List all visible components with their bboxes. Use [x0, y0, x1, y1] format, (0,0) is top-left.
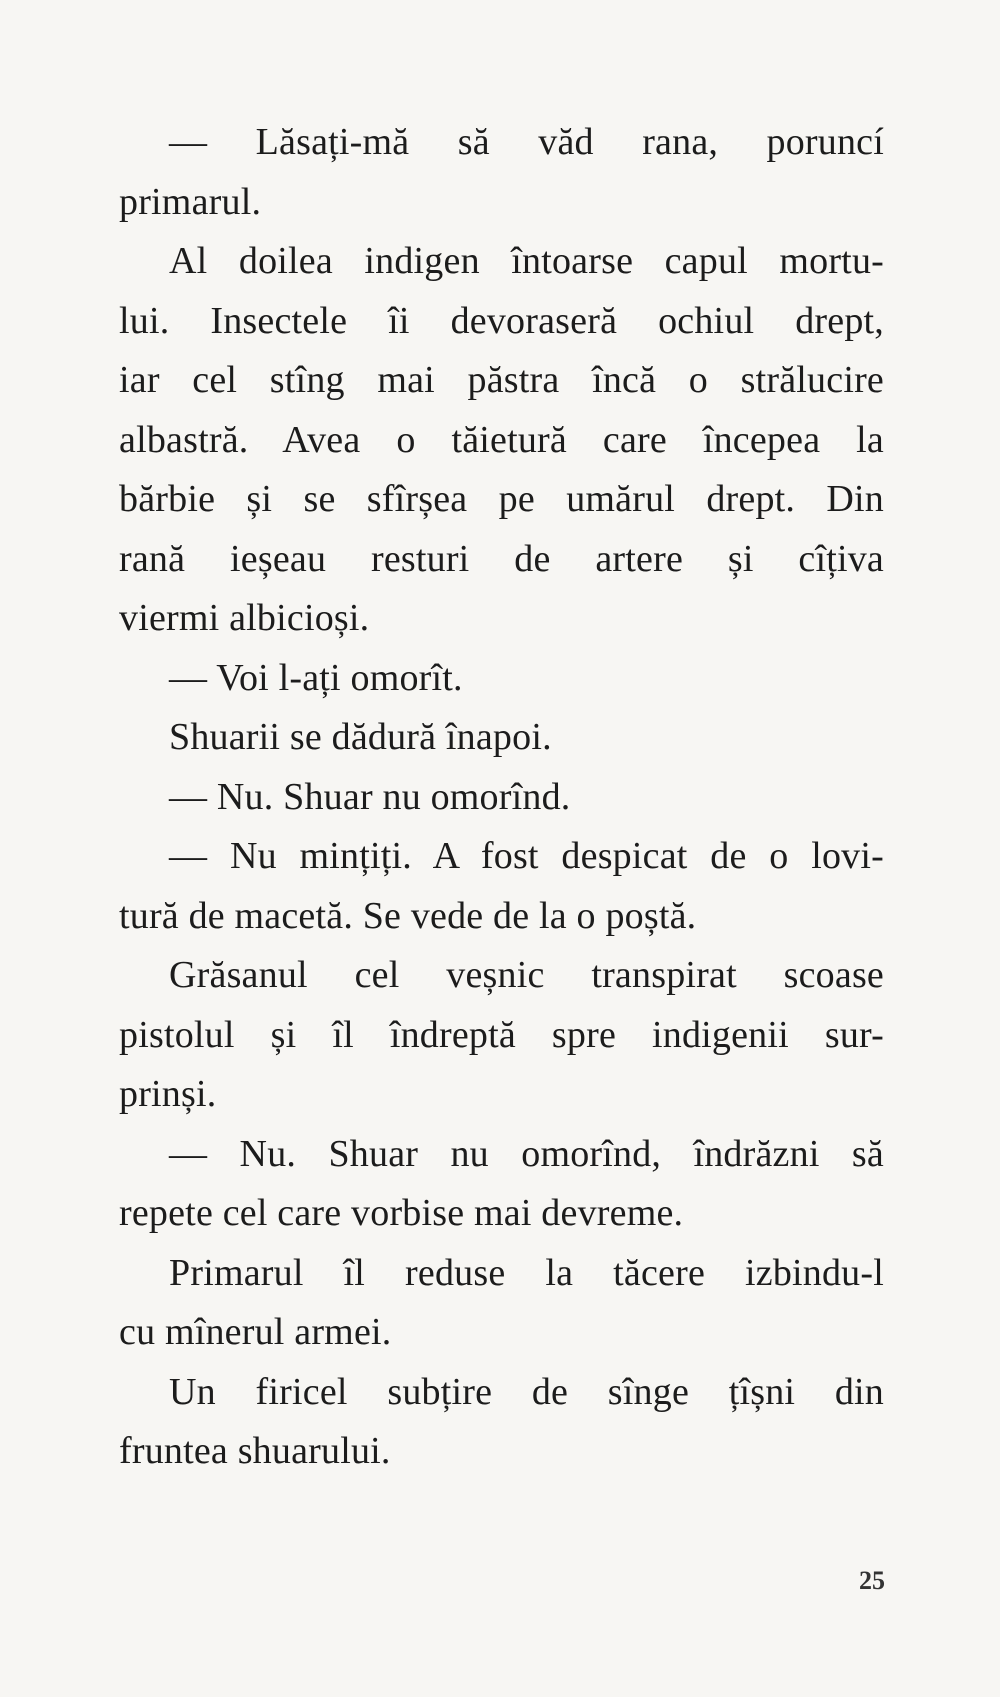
- text-line: Al doilea indigen întoarse capul mortu-: [169, 240, 884, 282]
- text-line: — Nu. Shuar nu omorînd, îndrăzni să: [169, 1132, 884, 1175]
- text-line: Un firicel subțire de sînge țîșni din: [169, 1370, 884, 1413]
- text-line: bărbie și se sfîrșea pe umărul drept. Din: [119, 478, 884, 520]
- text-line: albastră. Avea o tăietură care începea la: [119, 418, 884, 461]
- text-line: pistolul și îl îndreptă spre indigenii sur-: [119, 1013, 884, 1056]
- text-line: fruntea shuarului.: [119, 1430, 391, 1472]
- text-line: repete cel care vorbise mai devreme.: [119, 1192, 684, 1234]
- text-line: cu mînerul armei.: [119, 1311, 392, 1353]
- text-line: — Lăsați-mă să văd rana, poruncí: [169, 121, 884, 163]
- page-number: 25: [859, 1566, 885, 1595]
- text-line: viermi albicioși.: [119, 597, 370, 639]
- text-line: Shuarii se dădură înapoi.: [169, 716, 552, 758]
- body-text: [119, 113, 884, 1482]
- text-line: primarul.: [119, 180, 262, 223]
- text-line: — Voi l-ați omorît.: [169, 656, 463, 699]
- text-line: iar cel stîng mai păstra încă o strălucire: [119, 359, 884, 401]
- text-line: Grăsanul cel veșnic transpirat scoase: [169, 954, 884, 996]
- text-line: prinși.: [119, 1073, 217, 1115]
- text-line: — Nu mințiți. A fost despicat de o lovi-: [169, 835, 884, 877]
- text-line: Primarul îl reduse la tăcere izbindu-l: [169, 1251, 884, 1294]
- text-line: rană ieșeau resturi de artere și cîțiva: [119, 537, 884, 580]
- text-line: — Nu. Shuar nu omorînd.: [169, 775, 571, 818]
- text-line: lui. Insectele îi devoraseră ochiul drept,: [119, 299, 884, 342]
- text-line: tură de macetă. Se vede de la o poștă.: [119, 894, 697, 937]
